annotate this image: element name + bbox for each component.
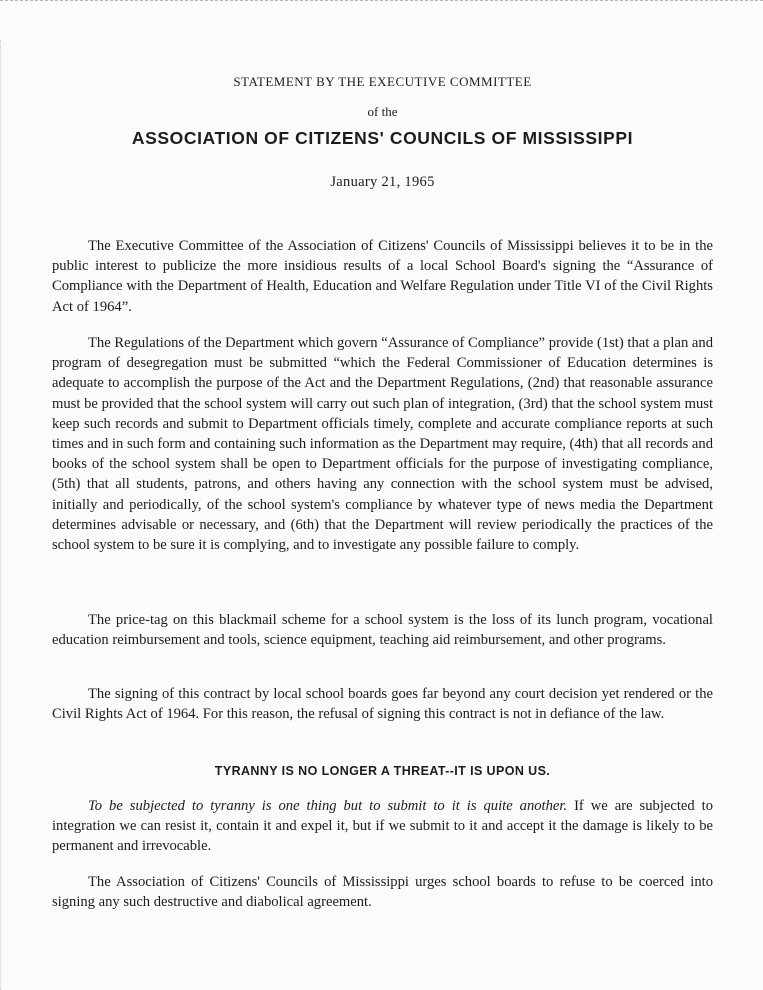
document-date: January 21, 1965 — [330, 174, 435, 190]
heading-connector: of the — [367, 104, 398, 119]
paragraph-5-rest: If we are subjected to integration we can resist it, contain it and expel it, but if we submit to it and accept it the damage is likely to be permanent and irrevocable. — [52, 798, 713, 855]
paragraph-1 — [52, 236, 713, 317]
paragraph-3-text: The price-tag on this blackmail scheme for a school system is the loss of its lunch program, vocational education reimbursement and tools, science equipment, teaching aid reimbursement, and other programs. — [52, 612, 713, 649]
paragraph-5-text — [52, 796, 713, 857]
paragraph-5 — [52, 796, 713, 857]
paragraph-6-text: The Association of Citizens' Councils of Mississippi urges school boards to refuse to be coerced into signing any such destructive and diabolical agreement. — [52, 874, 713, 911]
statement-heading: STATEMENT BY THE EXECUTIVE COMMITTEE — [233, 74, 532, 89]
paragraph-4 — [52, 684, 713, 724]
scan-left-edge — [0, 40, 3, 990]
paragraph-2-text: The Regulations of the Department which govern “Assurance of Compliance” provide (1st) that a plan and program of desegregation must be submitted “which the Federal Commissioner of Education determines is adequate to accomplish the purpose of the Act and the Department Regulations, (2nd) that reasonable assurance must be provided that the school system will carry out such plan of integration, (3rd) that the school system must keep such records and submit to Department officials timely, complete and accurate compliance reports at such times and in such form and containing such information as the Department may require, (4th) that all records and books of the school system shall be open to Department officials for the purpose of investigating compliance, (5th) that all students, patrons, and others having any connection with the school system must be advised, initially and periodically, of the school system's compliance by whatever type of news media the Department determines advisable or necessary, and (6th) that the Department will review periodically the practices of the school system to be sure it is complying, and to investigate any possible failure to comply. — [52, 335, 713, 554]
paragraph-4-text: The signing of this contract by local school boards goes far beyond any court decision yet rendered or the Civil Rights Act of 1964. For this reason, the refusal of signing this contract is not in defiance of the law. — [52, 686, 713, 723]
paragraph-2 — [52, 333, 713, 555]
paragraph-3 — [52, 610, 713, 650]
slogan-heading: TYRANNY IS NO LONGER A THREAT--IT IS UPON US. — [214, 764, 551, 778]
paragraph-6 — [52, 872, 713, 912]
organization-title: ASSOCIATION OF CITIZENS' COUNCILS OF MISSISSIPPI — [131, 128, 634, 148]
paragraph-1-text: The Executive Committee of the Association of Citizens' Councils of Mississippi believes it to be in the public interest to publicize the more insidious results of a local School Board's signing the “Assurance of Compliance with the Department of Health, Education and Welfare Regulation under Title VI of the Civil Rights Act of 1964”. — [52, 238, 713, 315]
scan-top-edge — [0, 0, 763, 7]
paragraph-5-italic: To be subjected to tyranny is one thing but to submit to it is quite another. — [88, 798, 568, 814]
